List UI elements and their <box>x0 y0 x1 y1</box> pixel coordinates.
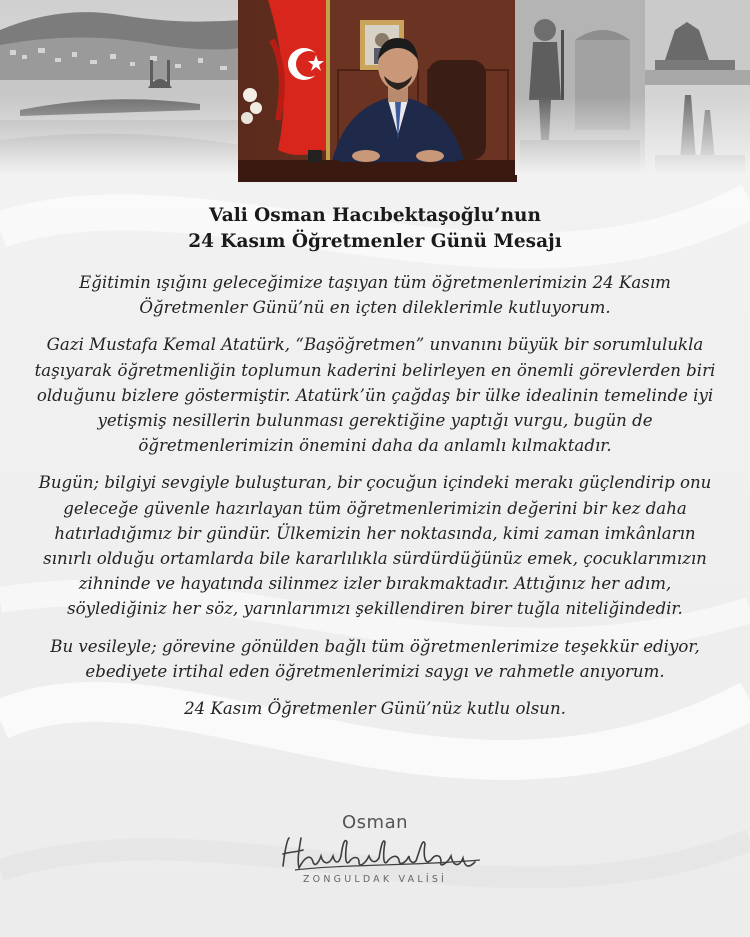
message-body <box>30 270 720 733</box>
message-title <box>0 203 750 255</box>
signature-position: ZONGULDAK VALİSİ <box>302 874 448 885</box>
paragraph-1: Eğitimin ışığını geleceğimize taşıyan tüm öğretmenlerimizin 24 Kasım Öğretmenler Günü’nü en içten dileklerimle kutluyorum. <box>79 273 671 318</box>
paragraph-2: Gazi Mustafa Kemal Atatürk, “Başöğretmen” unvanını büyük bir sorumlulukla taşıyarak öğretmenliğin toplumun kaderini belirleyen en önemli görevlerden biri olduğunu bizlere göstermiştir. Atatürk’ün çağdaş bir ülke idealinin temelinde iyi yetişmiş nesillerin bulunması gerektiğine yaptığı vurgu, bugün de öğretmenlerimizin önemini daha da anlamlı kılmaktadır. <box>34 335 716 456</box>
closing-line: 24 Kasım Öğretmenler Günü’nüz kutlu olsun. <box>184 699 566 719</box>
title-line-2: 24 Kasım Öğretmenler Günü Mesajı <box>188 231 562 252</box>
handwritten-signature <box>275 832 485 874</box>
coastal-city-photo <box>0 0 240 175</box>
title-line-1: Vali Osman Hacıbektaşoğlu’nun <box>209 205 541 226</box>
header-photo-strip <box>0 0 750 185</box>
paragraph-3: Bugün; bilgiyi sevgiyle buluşturan, bir çocuğun içindeki merakı güçlendirip onu geleceğe güvenle hazırlayan tüm öğretmenlerimizin değerini bir kez daha hatırladığımız bir gündür. Ülkemizin her noktasında, kimi zaman imkânların sınırlı olduğu ortamlarda bile kararlılıkla sürdürdüğünüz emek, çocuklarımızın zihninde ve hayatında silinmez izler bırakmaktadır. Attığınız her adım, söylediğiniz her söz, yarınlarımızı şekillendiren birer tuğla niteliğindedir. <box>38 473 712 619</box>
governor-portrait-photo <box>238 0 517 182</box>
paragraph-4: Bu vesileyle; görevine gönülden bağlı tüm öğretmenlerimize teşekkür ediyor, ebediyete irtihal eden öğretmenlerimizi saygı ve rahmetle anıyorum. <box>50 636 700 681</box>
signature-block <box>250 812 500 892</box>
signature-first-name: Osman <box>341 812 409 833</box>
monument-photos <box>515 0 750 175</box>
